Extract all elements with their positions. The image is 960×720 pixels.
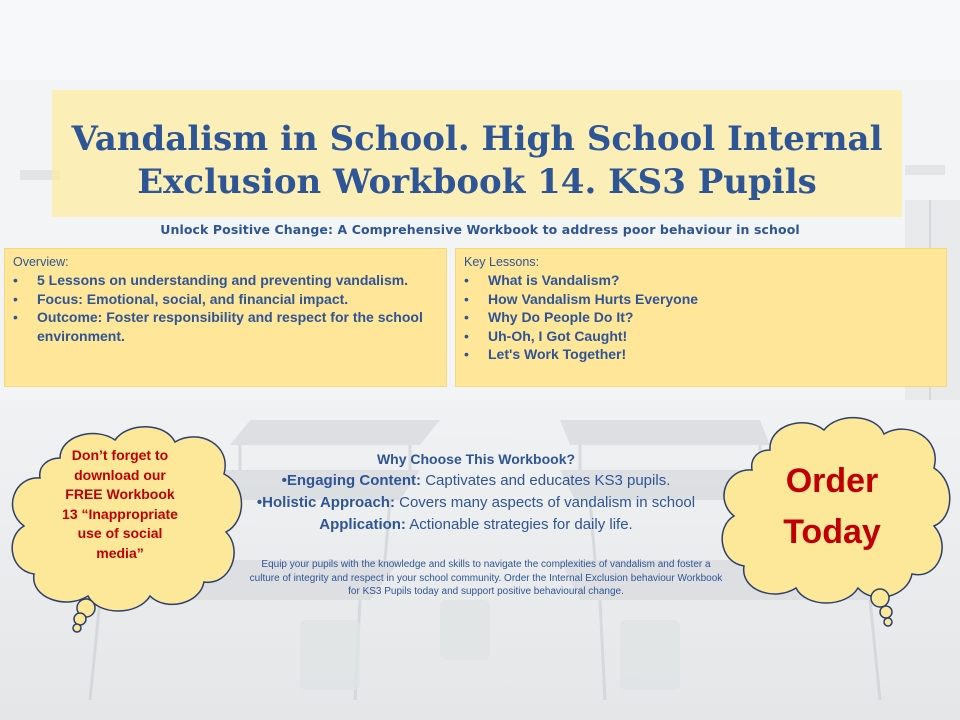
why-point-text: Actionable strategies for daily life. <box>405 516 633 533</box>
page-title <box>52 118 902 204</box>
lesson-item: • Uh-Oh, I Got Caught! <box>464 327 934 346</box>
lesson-item: • What is Vandalism? <box>464 271 934 290</box>
lesson-item: • Let's Work Together! <box>464 345 934 364</box>
callout-line: 13 “Inappropriate <box>62 505 178 522</box>
title-line-1: Vandalism in School. High School Internal <box>71 119 883 159</box>
free-workbook-callout[interactable] <box>40 446 200 563</box>
overview-list <box>13 271 433 345</box>
overview-item: • 5 Lessons on understanding and preventing vandalism. <box>13 271 433 290</box>
why-point <box>226 470 726 492</box>
overview-item: • Focus: Emotional, social, and financial impact. <box>13 290 433 309</box>
callout-line: FREE Workbook <box>65 486 175 502</box>
subtitle: Unlock Positive Change: A Comprehensive Workbook to address poor behaviour in school <box>160 222 800 237</box>
why-point-label: •Engaging Content: <box>281 472 422 489</box>
why-point-text: Captivates and educates KS3 pupils. <box>421 472 671 489</box>
overview-heading: Overview: <box>13 255 69 269</box>
key-lessons-heading: Key Lessons: <box>464 255 540 269</box>
why-point-label: Application: <box>319 516 406 533</box>
overview-item: • Outcome: Foster responsibility and respect for the school environment. <box>13 308 433 345</box>
key-lessons-box <box>455 248 947 387</box>
order-line: Today <box>783 513 881 551</box>
promo-blurb: Equip your pupils with the knowledge and skills to navigate the complexities of vandalism and foster a culture of integrity and respect in your school community. Order the Internal Exclusion behaviour Workbook for KS3 Pupils today and support positive behavioural change. <box>249 559 723 597</box>
why-choose-section <box>226 448 726 536</box>
lesson-item: • How Vandalism Hurts Everyone <box>464 290 934 309</box>
order-line: Order <box>785 462 879 500</box>
why-point-text: Covers many aspects of vandalism in school <box>394 494 696 511</box>
why-point <box>226 492 726 514</box>
order-today-callout[interactable] <box>752 456 912 558</box>
why-point-label: •Holistic Approach: <box>256 494 395 511</box>
callout-line: download our <box>74 466 166 483</box>
callout-line: Don’t forget to <box>71 447 169 463</box>
why-choose-heading: Why Choose This Workbook? <box>376 451 576 467</box>
key-lessons-list <box>464 271 934 364</box>
callout-line: use of social <box>77 525 163 541</box>
callout-line: media” <box>96 544 144 561</box>
title-line-2: Exclusion Workbook 14. KS3 Pupils <box>137 162 817 202</box>
overview-box <box>4 248 447 387</box>
lesson-item: • Why Do People Do It? <box>464 308 934 327</box>
why-point <box>226 514 726 536</box>
